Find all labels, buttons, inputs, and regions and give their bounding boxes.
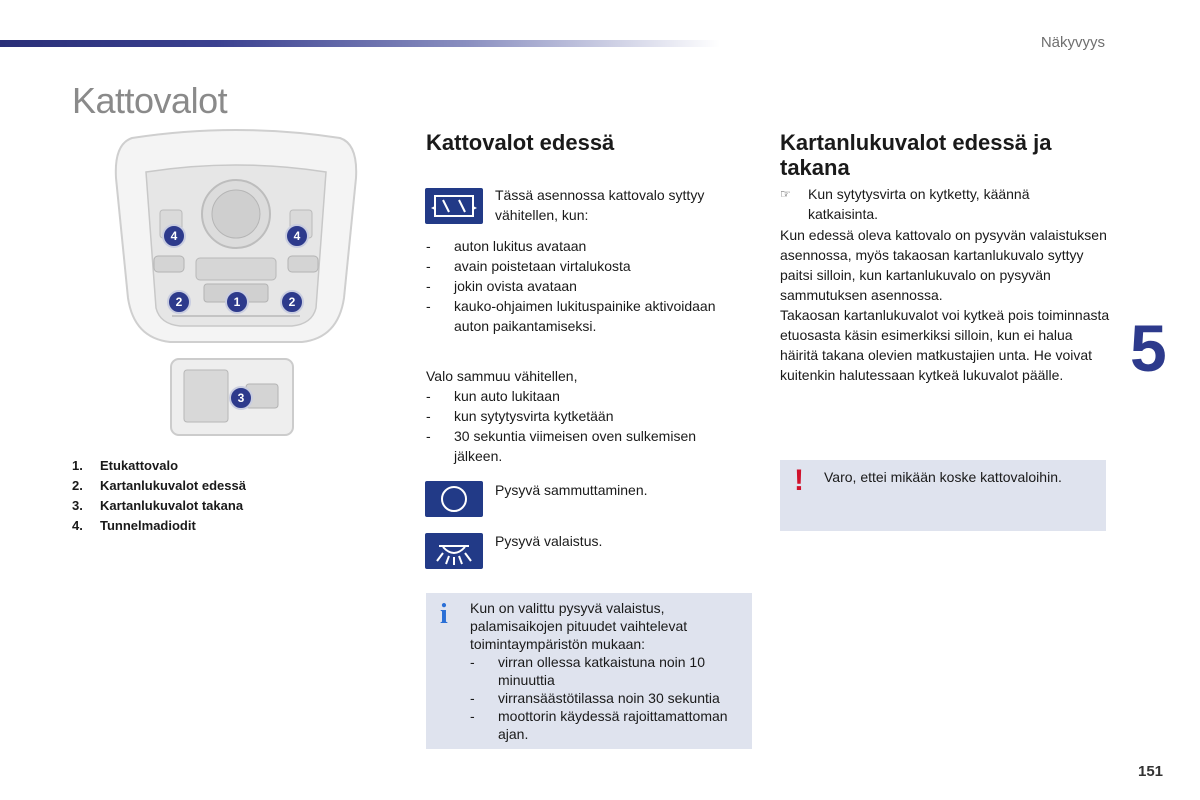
pointer-icon: ☞ xyxy=(780,187,791,201)
list-item: - 30 sekuntia viimeisen oven sulkemisen jälkeen. xyxy=(426,426,726,466)
door-mode-text: Tässä asennossa kattovalo syttyy vähitellen, kun: xyxy=(495,187,705,223)
off-mode-text: Pysyvä sammuttaminen. xyxy=(495,482,648,498)
info-icon: i xyxy=(440,599,448,630)
callout-3: 3 xyxy=(229,386,253,410)
rear-light-illustration xyxy=(168,356,296,438)
list-item: - kun auto lukitaan xyxy=(426,386,726,406)
warning-icon: ! xyxy=(794,464,804,497)
info-list xyxy=(470,653,746,743)
console-drawing xyxy=(112,128,360,350)
list-item: - auton lukitus avataan xyxy=(426,236,752,256)
section-label: Näkyvyys xyxy=(1040,34,1105,51)
info-text xyxy=(470,599,746,743)
on-mode-text: Pysyvä valaistus. xyxy=(495,533,603,549)
callout-1: 1 xyxy=(225,290,249,314)
legend-item: 3. Kartanlukuvalot takana xyxy=(72,498,244,513)
list-item: - jokin ovista avataan xyxy=(426,276,752,296)
warning-box xyxy=(780,460,1106,531)
door-mode-icon xyxy=(425,188,483,224)
info-box xyxy=(426,593,752,749)
info-intro: Kun on valittu pysyvä valaistus, palamisaikojen pituudet vaihtelevat toimintaympäristön mukaan: xyxy=(470,600,688,652)
front-console-illustration xyxy=(112,128,360,350)
callout-2-right: 2 xyxy=(280,290,304,314)
warning-text: Varo, ettei mikään koske kattovaloihin. xyxy=(824,469,1062,485)
header-bar xyxy=(0,40,720,47)
permanent-off-icon xyxy=(425,481,483,517)
list-item: - kauko-ohjaimen lukituspainike aktivoidaan auton paikantamiseksi. xyxy=(426,296,752,336)
legend-item: 1. Etukattovalo xyxy=(72,458,179,473)
chapter-number: 5 xyxy=(1130,311,1167,385)
list-item: - virransäästötilassa noin 30 sekuntia xyxy=(470,689,746,707)
permanent-on-icon xyxy=(425,533,483,569)
legend-item: 2. Kartanlukuvalot edessä xyxy=(72,478,246,493)
legend-item: 4. Tunnelmadiodit xyxy=(72,518,196,533)
off-intro: Valo sammuu vähitellen, xyxy=(426,368,578,384)
off-list xyxy=(426,386,726,466)
list-item: - kun sytytysvirta kytketään xyxy=(426,406,726,426)
door-mode-list xyxy=(426,236,752,336)
list-item: - avain poistetaan virtalukosta xyxy=(426,256,752,276)
callout-4-right: 4 xyxy=(285,224,309,248)
callout-2-left: 2 xyxy=(167,290,191,314)
callout-4-left: 4 xyxy=(162,224,186,248)
map-lights-heading: Kartanlukuvalot edessä ja takana xyxy=(780,130,1052,180)
page-title: Kattovalot xyxy=(72,80,228,121)
page-number: 151 xyxy=(1138,763,1164,780)
map-bullet xyxy=(780,184,1100,224)
list-item: - moottorin käydessä rajoittamattoman ajan. xyxy=(470,707,746,743)
map-bullet-text: Kun sytytysvirta on kytketty, käännä katkaisinta. xyxy=(808,186,1030,222)
map-body: Kun edessä oleva kattovalo on pysyvän valaistuksen asennossa, myös takaosan kartanlukuvalo syttyy paitsi silloin, kun kartanlukuvalo on pysyvän sammutuksen asennossa. Takaosan kartanlukuvalot voi kytkeä pois toiminnasta etuosasta käsin esimerkiksi silloin, kun ei halua häiritä takana olevien matkustajien unta. He voivat kuitenkin halutessaan kytkeä lukuvalot päälle. xyxy=(780,227,1110,383)
figure-legend xyxy=(72,456,246,536)
front-lights-heading: Kattovalot edessä xyxy=(426,130,615,155)
list-item: - virran ollessa katkaistuna noin 10 minuuttia xyxy=(470,653,746,689)
